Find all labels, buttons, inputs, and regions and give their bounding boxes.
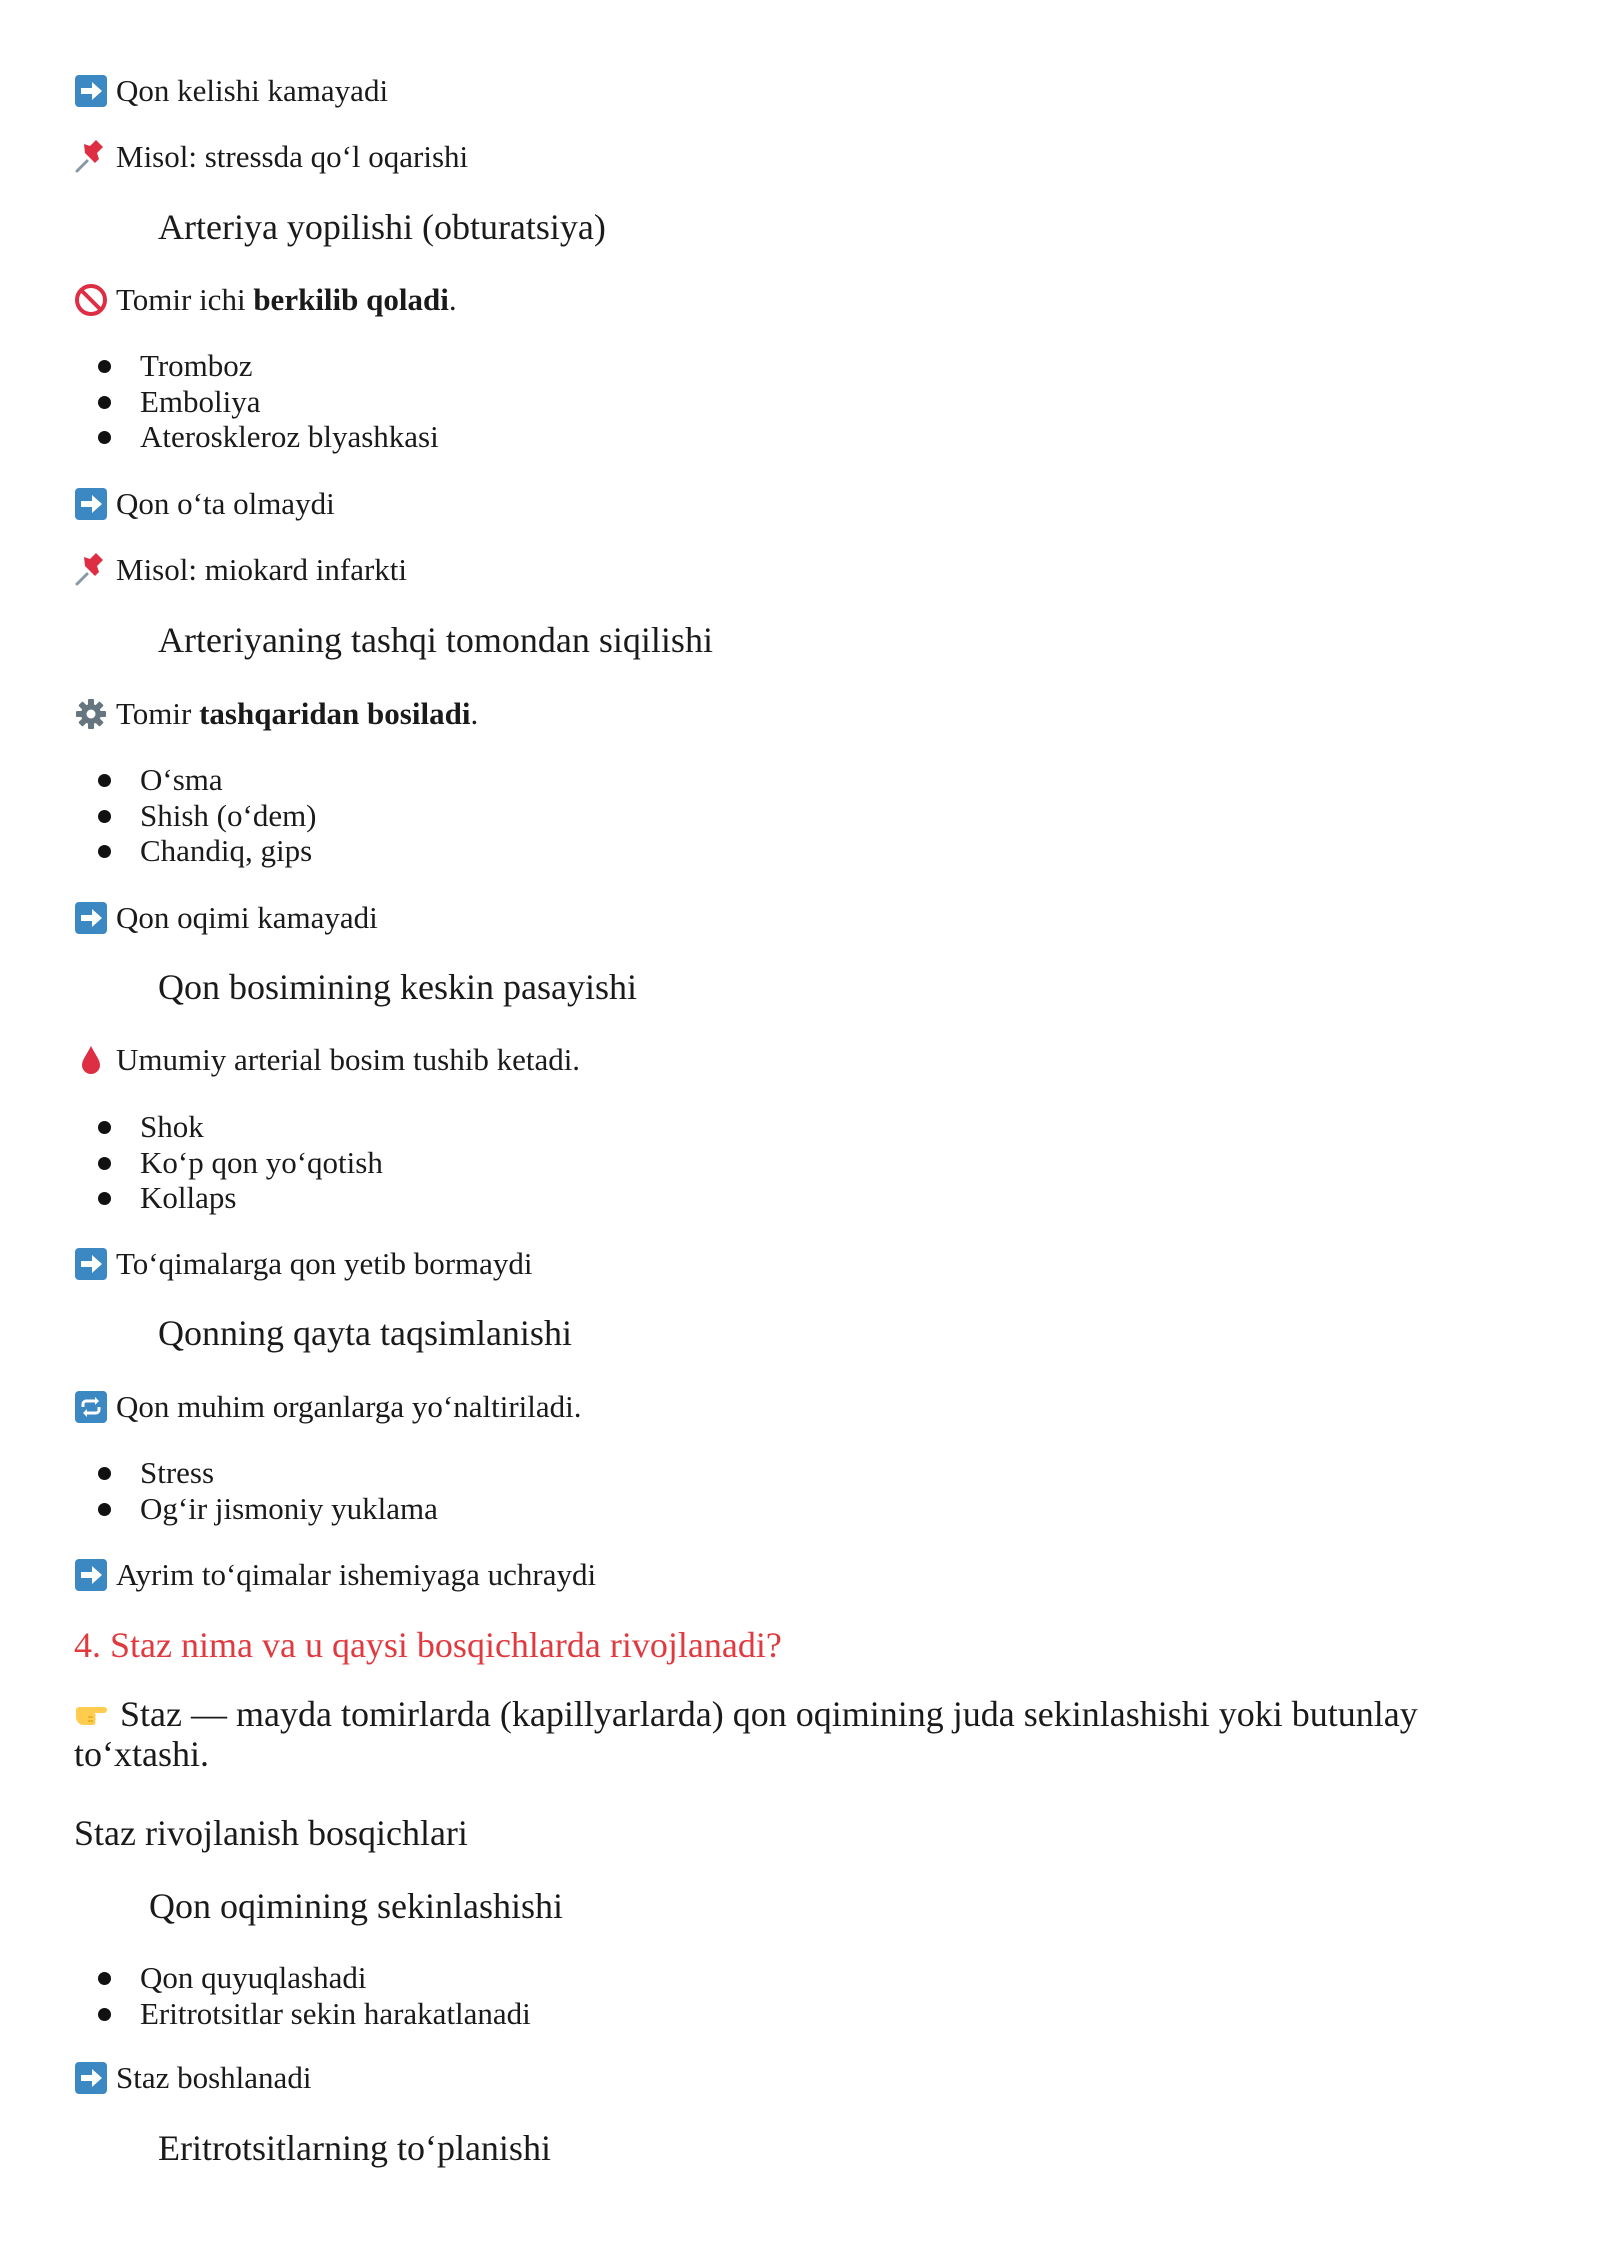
note-text: Umumiy arterial bosim tushib ketadi. <box>116 1042 581 1077</box>
right-arrow-icon <box>74 2061 108 2095</box>
example-text: Misol: miokard infarkti <box>116 552 408 587</box>
note-row <box>74 1389 581 1425</box>
right-arrow-icon <box>74 1558 108 1592</box>
list-item: Og‘ir jismoniy yuklama <box>98 1491 438 1527</box>
list-item: Tromboz <box>98 348 439 384</box>
note-row <box>74 1042 580 1078</box>
pushpin-icon <box>74 140 108 174</box>
prohibited-icon <box>74 283 108 317</box>
bullet-list <box>98 762 317 869</box>
list-item: Shish (o‘dem) <box>98 798 317 834</box>
definition-text: Staz — mayda tomirlarda (kapillyarlarda) qon oqimining juda sekinlashishi yoki butunlay to‘xtashi. <box>74 1694 1418 1774</box>
example-row <box>74 552 407 588</box>
note-text: Qon muhim organlarga yo‘naltiriladi. <box>116 1389 582 1424</box>
emphasis-text: berkilib qoladi <box>253 282 449 317</box>
note-row <box>74 282 457 318</box>
list-item: Chandiq, gips <box>98 833 317 869</box>
list-item: Eritrotsitlar sekin harakatlanadi <box>98 1996 531 2032</box>
stages-heading: Staz rivojlanish bosqichlari <box>74 1813 468 1853</box>
list-item: Ko‘p qon yo‘qotish <box>98 1145 383 1181</box>
example-row <box>74 139 468 175</box>
note-row <box>74 1246 533 1282</box>
subheading: Qonning qayta taqsimlanishi <box>158 1313 572 1353</box>
subheading: Qon bosimining keskin pasayishi <box>158 967 637 1007</box>
note-text: Ayrim to‘qimalar ishemiyaga uchraydi <box>116 1557 597 1592</box>
subheading: Arteriyaning tashqi tomondan siqilishi <box>158 620 713 660</box>
note-row <box>74 696 478 732</box>
note-text: Qon o‘ta olmaydi <box>116 486 335 521</box>
note-text: . <box>470 696 479 731</box>
list-item: Kollaps <box>98 1180 383 1216</box>
note-text: To‘qimalarga qon yetib bormaydi <box>116 1246 533 1281</box>
pushpin-icon <box>74 553 108 587</box>
example-text: Misol: stressda qo‘l oqarishi <box>116 139 469 174</box>
right-arrow-icon <box>74 901 108 935</box>
repeat-icon <box>74 1390 108 1424</box>
section-heading: 4. Staz nima va u qaysi bosqichlarda rivojlanadi? <box>74 1625 782 1665</box>
list-item: O‘sma <box>98 762 317 798</box>
list-item: Stress <box>98 1455 438 1491</box>
list-item: Ateroskleroz blyashkasi <box>98 419 439 455</box>
bullet-list <box>98 1109 383 1216</box>
list-item: Qon quyuqlashadi <box>98 1960 531 1996</box>
note-row <box>74 2060 311 2096</box>
definition-paragraph <box>74 1694 1514 1774</box>
emphasis-text: tashqaridan bosiladi <box>199 696 471 731</box>
right-arrow-icon <box>74 487 108 521</box>
gear-icon <box>74 697 108 731</box>
note-text: Tomir ichi <box>116 282 254 317</box>
note-text: Qon oqimi kamayadi <box>116 900 378 935</box>
right-arrow-icon <box>74 74 108 108</box>
subheading: Arteriya yopilishi (obturatsiya) <box>158 207 606 247</box>
pointing-hand-icon <box>74 1696 114 1730</box>
subheading: Eritrotsitlarning to‘planishi <box>158 2128 551 2168</box>
note-text: Staz boshlanadi <box>116 2060 312 2095</box>
note-text: Qon kelishi kamayadi <box>116 73 389 108</box>
note-text: Tomir <box>116 696 200 731</box>
bullet-list <box>98 1455 438 1526</box>
note-text: . <box>448 282 457 317</box>
list-item: Shok <box>98 1109 383 1145</box>
subheading: Qon oqimining sekinlashishi <box>149 1886 563 1926</box>
note-row <box>74 73 388 109</box>
blood-drop-icon <box>74 1043 108 1077</box>
list-item: Emboliya <box>98 384 439 420</box>
bullet-list <box>98 1960 531 2031</box>
note-row <box>74 900 378 936</box>
note-row <box>74 1557 596 1593</box>
bullet-list <box>98 348 439 455</box>
note-row <box>74 486 335 522</box>
right-arrow-icon <box>74 1247 108 1281</box>
